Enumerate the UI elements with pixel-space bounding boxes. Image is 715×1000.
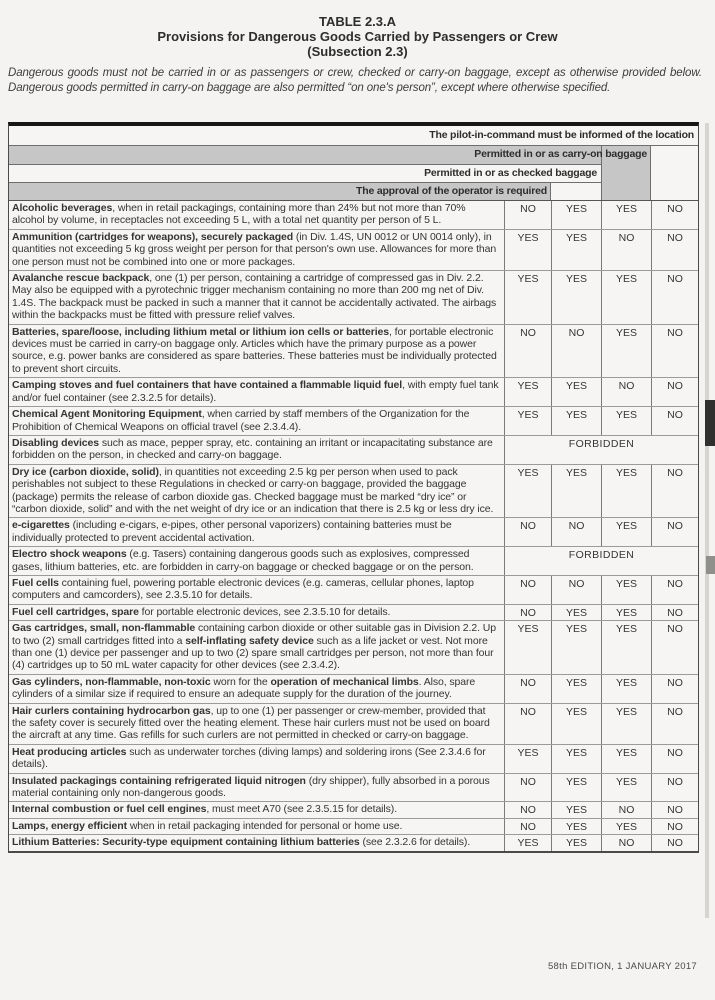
item-description: Fuel cells containing fuel, powering portable electronic devices (e.g. cameras, cellular phones, laptop computers and camcorders), see 2.3.5.10 for details. (12, 576, 474, 602)
value-cell-carry-on-baggage: NO (601, 378, 651, 406)
table-row (9, 674, 698, 703)
value-cell-operator-approval: NO (504, 201, 551, 229)
header-label-pilot-informed: The pilot-in-command must be informed of the location (429, 129, 694, 141)
table-row (9, 324, 698, 378)
value-cell-pilot-informed: NO (651, 745, 698, 773)
item-description: Lithium Batteries: Security-type equipment containing lithium batteries (see 2.3.2.6 for details). (12, 836, 471, 849)
value-cell-carry-on-baggage: YES (601, 704, 651, 744)
value-cell-operator-approval: YES (504, 465, 551, 518)
table-row (9, 818, 698, 834)
value-cell-carry-on-baggage: YES (601, 774, 651, 802)
item-description: Hair curlers containing hydrocarbon gas, up to one (1) per passenger or crew-member, provided that the safety cover is securely fitted over the heating element. These hair curlers must not be used on board the aircraft at any time. Gas refills for such curlers are not permitted in checked or carry-on baggage. (12, 704, 490, 742)
value-cell-pilot-informed: NO (651, 518, 698, 546)
value-cell-pilot-informed: NO (651, 407, 698, 435)
table-row (9, 229, 698, 270)
value-cell-operator-approval: YES (504, 271, 551, 324)
value-cell-operator-approval: NO (504, 774, 551, 802)
value-cell-carry-on-baggage: NO (601, 230, 651, 270)
item-description: Internal combustion or fuel cell engines, must meet A70 (see 2.3.5.15 for details). (12, 803, 398, 816)
item-description: Gas cartridges, small, non-flammable containing carbon dioxide or other suitable gas in Division 2.2. Up to two (2) small cartridges fitted into a self-inflating safety device such as a life jacket or vest. Not more than one (1) device per passenger and up to two (2) spare small cartridges per person, not more than four (4) cartridges up to 50 mL water capacity for other devices (see 2.3.4.2). (12, 622, 496, 672)
value-cell-pilot-informed: NO (651, 774, 698, 802)
value-cell-operator-approval: NO (504, 605, 551, 620)
value-cell-pilot-informed: NO (651, 325, 698, 378)
value-cell-checked-baggage: NO (551, 576, 601, 604)
table-row (9, 575, 698, 604)
value-cell-pilot-informed: NO (651, 819, 698, 834)
value-cell-checked-baggage: YES (551, 835, 601, 850)
value-cell-operator-approval: NO (504, 325, 551, 378)
table-title: Provisions for Dangerous Goods Carried by Passengers or Crew (157, 29, 558, 44)
value-cell-carry-on-baggage: YES (601, 271, 651, 324)
value-cell-checked-baggage: YES (551, 802, 601, 817)
value-cell-operator-approval: NO (504, 704, 551, 744)
value-cell-operator-approval: YES (504, 230, 551, 270)
intro-note: Dangerous goods must not be carried in or as passengers or crew, checked or carry-on baggage, except as otherwise provided below. Dangerous goods permitted in carry-on baggage are also permitted “on one's person”, except where otherwise specified. (8, 67, 702, 94)
dangerous-goods-table (8, 122, 699, 853)
scan-artifact-small (706, 556, 715, 574)
table-row (9, 435, 698, 464)
value-cell-checked-baggage: YES (551, 378, 601, 406)
item-description: Lamps, energy efficient when in retail packaging intended for personal or home use. (12, 819, 403, 832)
table-row (9, 377, 698, 406)
value-cell-operator-approval: YES (504, 745, 551, 773)
value-cell-checked-baggage: YES (551, 704, 601, 744)
value-cell-pilot-informed: NO (651, 605, 698, 620)
table-row (9, 620, 698, 674)
value-cell-carry-on-baggage: YES (601, 325, 651, 378)
item-description: Fuel cell cartridges, spare for portable electronic devices, see 2.3.5.10 for details. (12, 605, 391, 618)
table-row (9, 703, 698, 744)
table-row (9, 464, 698, 518)
value-cell-operator-approval: YES (504, 378, 551, 406)
table-row (9, 604, 698, 620)
table-row (9, 744, 698, 773)
table-body (9, 201, 698, 851)
value-cell-pilot-informed: NO (651, 835, 698, 850)
table-row (9, 801, 698, 817)
document-title-block (0, 14, 715, 59)
table-row (9, 201, 698, 229)
value-cell-carry-on-baggage: YES (601, 675, 651, 703)
value-cell-operator-approval: NO (504, 576, 551, 604)
value-cell-carry-on-baggage: NO (601, 802, 651, 817)
forbidden-cell: FORBIDDEN (504, 547, 698, 575)
item-description: Insulated packagings containing refrigerated liquid nitrogen (dry shipper), fully absorbed in a porous material containing only non-dangerous goods. (12, 774, 490, 800)
item-description: Heat producing articles such as underwater torches (diving lamps) and soldering irons (See 2.3.4.6 for details). (12, 745, 486, 771)
item-description: Avalanche rescue backpack, one (1) per person, containing a cartridge of compressed gas in Div. 2.2. May also be equipped with a pyrotechnic trigger mechanism containing no more than 200 mg net of Div. 1.4S. The backpack must be packed in such a manner that it cannot be accidentally activated. The airbags within the backpacks must be fitted with pressure relief valves. (12, 272, 497, 322)
value-cell-checked-baggage: YES (551, 774, 601, 802)
value-cell-carry-on-baggage: YES (601, 576, 651, 604)
value-cell-operator-approval: NO (504, 518, 551, 546)
value-cell-checked-baggage: YES (551, 407, 601, 435)
item-description: Electro shock weapons (e.g. Tasers) containing dangerous goods such as explosives, compressed gases, lithium batteries, etc. are forbidden in carry-on baggage or checked baggage or on the person. (12, 548, 474, 573)
value-cell-pilot-informed: NO (651, 704, 698, 744)
value-cell-pilot-informed: NO (651, 201, 698, 229)
table-row (9, 546, 698, 575)
table-row (9, 834, 698, 850)
item-description: Gas cylinders, non-flammable, non-toxic worn for the operation of mechanical limbs. Also, spare cylinders of a similar size if required to ensure an adequate supply for the duration of the journey. (12, 675, 476, 701)
table-row (9, 517, 698, 546)
item-description: Ammunition (cartridges for weapons), securely packaged (in Div. 1.4S, UN 0012 or UN 0014 only), in quantities not exceeding 5 kg gross weight per person for that person's own use. Allowances for more than one person must not be combined into one or more packages. (12, 230, 497, 268)
value-cell-checked-baggage: YES (551, 230, 601, 270)
header-label-carry-on-baggage: Permitted in or as carry-on baggage (474, 148, 647, 160)
value-cell-pilot-informed: NO (651, 621, 698, 674)
value-cell-pilot-informed: NO (651, 271, 698, 324)
value-cell-checked-baggage: NO (551, 518, 601, 546)
value-cell-operator-approval: YES (504, 407, 551, 435)
edition-footer: 58th EDITION, 1 JANUARY 2017 (547, 961, 697, 972)
table-row (9, 270, 698, 324)
value-cell-carry-on-baggage: YES (601, 745, 651, 773)
value-cell-pilot-informed: NO (651, 230, 698, 270)
table-row (9, 406, 698, 435)
forbidden-cell: FORBIDDEN (504, 436, 698, 464)
item-description: Disabling devices such as mace, pepper spray, etc. containing an irritant or incapacitating substance are forbidden on the person, in checked and carry-on baggage. (12, 436, 493, 462)
page-edge-artifact (705, 123, 709, 918)
value-cell-carry-on-baggage: YES (601, 819, 651, 834)
value-cell-checked-baggage: YES (551, 819, 601, 834)
table-row (9, 773, 698, 802)
value-cell-operator-approval: NO (504, 675, 551, 703)
value-cell-checked-baggage: YES (551, 271, 601, 324)
value-cell-checked-baggage: NO (551, 325, 601, 378)
value-cell-pilot-informed: NO (651, 378, 698, 406)
table-number: TABLE 2.3.A (318, 14, 397, 29)
value-cell-checked-baggage: YES (551, 605, 601, 620)
value-cell-pilot-informed: NO (651, 675, 698, 703)
value-cell-checked-baggage: YES (551, 465, 601, 518)
value-cell-operator-approval: YES (504, 835, 551, 850)
header-label-checked-baggage: Permitted in or as checked baggage (424, 167, 597, 179)
value-cell-operator-approval: NO (504, 819, 551, 834)
value-cell-pilot-informed: NO (651, 576, 698, 604)
item-description: Chemical Agent Monitoring Equipment, when carried by staff members of the Organization for the Prohibition of Chemical Weapons on official travel (see 2.3.4.4). (12, 408, 470, 433)
value-cell-pilot-informed: NO (651, 802, 698, 817)
value-cell-pilot-informed: NO (651, 465, 698, 518)
value-cell-operator-approval: YES (504, 621, 551, 674)
value-cell-carry-on-baggage: YES (601, 518, 651, 546)
scan-artifact-dark (705, 400, 715, 446)
value-cell-carry-on-baggage: YES (601, 465, 651, 518)
value-cell-carry-on-baggage: YES (601, 201, 651, 229)
table-header (9, 126, 698, 201)
value-cell-carry-on-baggage: YES (601, 621, 651, 674)
value-cell-carry-on-baggage: YES (601, 605, 651, 620)
item-description: Dry ice (carbon dioxide, solid), in quantities not exceeding 2.5 kg per person when used to pack perishables not subject to these Regulations in checked or carry-on baggage, provided the baggage (package) permits the release of carbon dioxide gas. Checked baggage must be marked “dry ice” or “carbon dioxide, solid” and with the net weight of dry ice or an indication that there is 2.5 kg or less dry ice. (12, 465, 494, 515)
value-cell-checked-baggage: YES (551, 675, 601, 703)
table-subsection: (Subsection 2.3) (307, 44, 408, 59)
header-label-operator-approval: The approval of the operator is required (356, 185, 547, 197)
value-cell-checked-baggage: YES (551, 745, 601, 773)
value-cell-operator-approval: NO (504, 802, 551, 817)
value-cell-checked-baggage: YES (551, 201, 601, 229)
value-cell-carry-on-baggage: YES (601, 407, 651, 435)
value-cell-carry-on-baggage: NO (601, 835, 651, 850)
item-description: Camping stoves and fuel containers that have contained a flammable liquid fuel, with empty fuel tank and/or fuel container (see 2.3.2.5 for details). (12, 379, 499, 404)
item-description: Alcoholic beverages, when in retail packagings, containing more than 24% but not more than 70% alcohol by volume, in receptacles not exceeding 5 L, with a total net quantity per person of 5 L. (12, 202, 466, 227)
item-description: Batteries, spare/loose, including lithium metal or lithium ion cells or batteries, for portable electronic devices must be carried in carry-on baggage only. Articles which have the primary purpose as a power source, e.g. power banks are considered as spare batteries. These batteries must be individually protected to prevent short circuits. (12, 325, 497, 375)
item-description: e-cigarettes (including e-cigars, e-pipes, other personal vaporizers) containing batteries must be individually protected to prevent accidental activation. (12, 519, 452, 544)
value-cell-checked-baggage: YES (551, 621, 601, 674)
